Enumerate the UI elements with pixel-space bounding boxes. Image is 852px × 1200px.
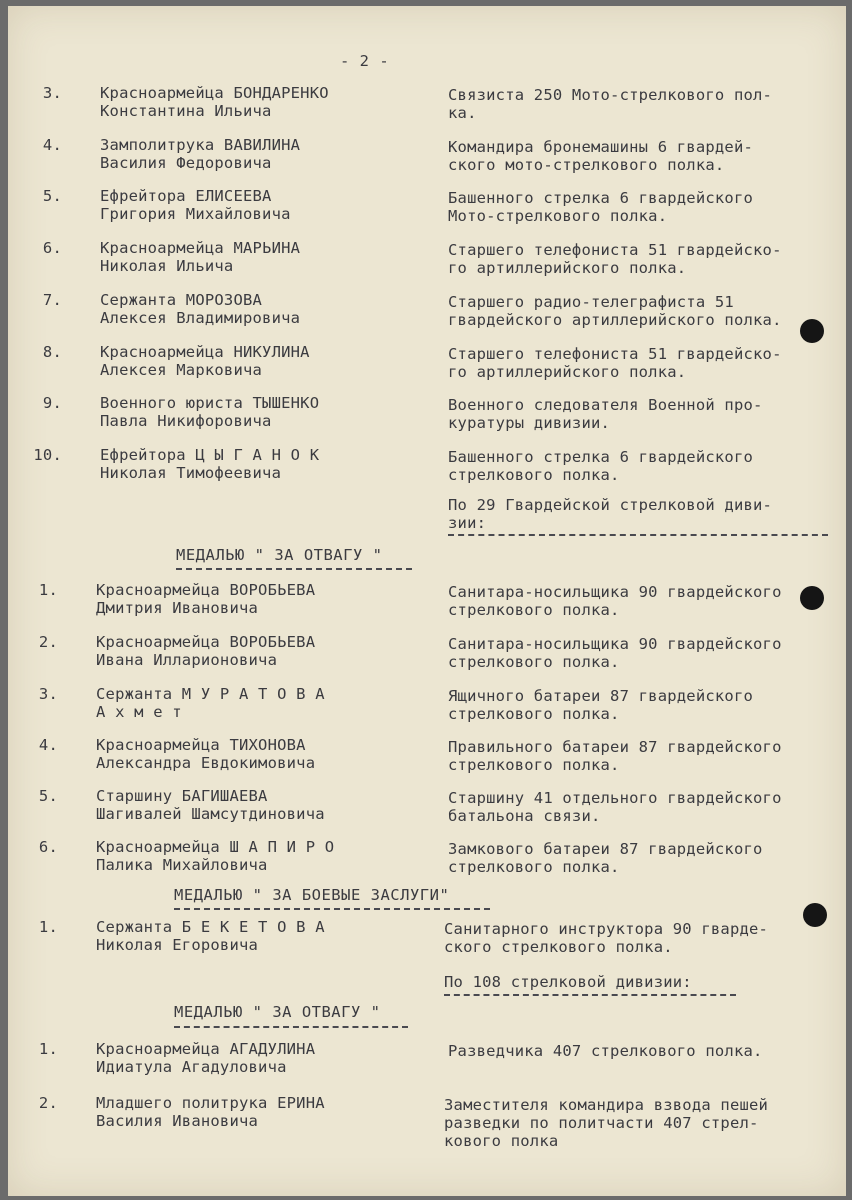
person-position: Правильного батареи 87 гвардейского (448, 738, 782, 756)
medal-heading: МЕДАЛЬЮ " ЗА БОЕВЫЕ ЗАСЛУГИ" (174, 886, 450, 904)
division-heading-cont: зии: (448, 514, 487, 532)
divider (448, 534, 828, 536)
item-number: 8. (42, 343, 62, 361)
person-given-names: Алексея Владимировича (100, 309, 301, 327)
person-rank-surname: Сержанта Б Е К Е Т О В А (96, 918, 325, 936)
item-number: 5. (38, 787, 58, 805)
person-rank-surname: Красноармейца МАРЬИНА (100, 239, 301, 257)
divider (174, 908, 490, 910)
person-position: Старшего телефониста 51 гвардейско- (448, 241, 782, 259)
person-given-names: Шагивалей Шамсутдиновича (96, 805, 325, 823)
person-position-cont: стрелкового полка. (448, 653, 620, 671)
person-given-names: Василия Федоровича (100, 154, 272, 172)
person-position: Санитарного инструктора 90 гварде- (444, 920, 769, 938)
person-rank-surname: Красноармейца ВОРОБЬЕВА (96, 633, 316, 651)
person-given-names: Григория Михайловича (100, 205, 291, 223)
person-position: Связиста 250 Мото-стрелкового пол- (448, 86, 773, 104)
person-position-cont: ского стрелкового полка. (444, 938, 673, 956)
person-given-names: Константина Ильича (100, 102, 272, 120)
person-position: Заместителя командира взвода пешей (444, 1096, 769, 1114)
person-given-names: Николая Ильича (100, 257, 234, 275)
person-position-cont: куратуры дивизии. (448, 414, 611, 432)
person-position: Разведчика 407 стрелкового полка. (448, 1042, 763, 1060)
person-position: Башенного стрелка 6 гвардейского (448, 448, 754, 466)
medal-heading: МЕДАЛЬЮ " ЗА ОТВАГУ " (174, 1003, 381, 1021)
item-number: 2. (38, 633, 58, 651)
item-number: 5. (42, 187, 62, 205)
person-given-names: Дмитрия Ивановича (96, 599, 259, 617)
person-rank-surname: Старшину БАГИШАЕВА (96, 787, 268, 805)
person-rank-surname: Красноармейца ВОРОБЬЕВА (96, 581, 316, 599)
person-rank-surname: Красноармейца ТИХОНОВА (96, 736, 306, 754)
person-position-cont: ка. (448, 104, 477, 122)
person-rank-surname: Младшего политрука ЕРИНА (96, 1094, 325, 1112)
person-rank-surname: Сержанта МОРОЗОВА (100, 291, 263, 309)
person-rank-surname: Красноармейца БОНДАРЕНКО (100, 84, 329, 102)
division-heading: По 29 Гвардейской стрелковой диви- (448, 496, 773, 514)
page-number: - 2 - (340, 52, 390, 70)
medal-heading: МЕДАЛЬЮ " ЗА ОТВАГУ " (176, 546, 383, 564)
person-given-names: Палика Михайловича (96, 856, 268, 874)
person-position-cont: стрелкового полка. (448, 858, 620, 876)
person-position-cont: стрелкового полка. (448, 466, 620, 484)
person-position-cont: го артиллерийского полка. (448, 259, 687, 277)
divider (176, 568, 412, 570)
person-position: Командира бронемашины 6 гвардей- (448, 138, 754, 156)
person-rank-surname: Военного юриста ТЫШЕНКО (100, 394, 320, 412)
person-position-cont: го артиллерийского полка. (448, 363, 687, 381)
person-given-names: Василия Ивановича (96, 1112, 259, 1130)
item-number: 3. (38, 685, 58, 703)
item-number: 4. (42, 136, 62, 154)
person-position-cont: кового полка (444, 1132, 559, 1150)
person-rank-surname: Красноармейца НИКУЛИНА (100, 343, 310, 361)
person-rank-surname: Ефрейтора ЕЛИСЕЕВА (100, 187, 272, 205)
punch-hole (800, 319, 824, 343)
person-position: Старшего телефониста 51 гвардейско- (448, 345, 782, 363)
person-rank-surname: Красноармейца Ш А П И Р О (96, 838, 335, 856)
person-position-cont: гвардейского артиллерийского полка. (448, 311, 782, 329)
person-position-cont: батальона связи. (448, 807, 601, 825)
person-given-names: Павла Никифоровича (100, 412, 272, 430)
item-number: 6. (38, 838, 58, 856)
item-number: 4. (38, 736, 58, 754)
person-given-names: А х м е т (96, 703, 182, 721)
item-number: 9. (42, 394, 62, 412)
item-number: 1. (38, 581, 58, 599)
person-position-cont: разведки по политчасти 407 стрел- (444, 1114, 759, 1132)
item-number: 10. (33, 446, 62, 464)
person-position-cont: стрелкового полка. (448, 601, 620, 619)
person-rank-surname: Ефрейтора Ц Ы Г А Н О К (100, 446, 320, 464)
divider (444, 994, 736, 996)
divider (174, 1026, 408, 1028)
item-number: 7. (42, 291, 62, 309)
person-position: Ящичного батареи 87 гвардейского (448, 687, 754, 705)
person-given-names: Александра Евдокимовича (96, 754, 316, 772)
division-heading: По 108 стрелковой дивизии: (444, 973, 692, 991)
item-number: 1. (38, 1040, 58, 1058)
person-position: Военного следователя Военной про- (448, 396, 763, 414)
person-given-names: Алексея Марковича (100, 361, 263, 379)
document-page (8, 6, 846, 1196)
person-given-names: Николая Егоровича (96, 936, 259, 954)
person-position-cont: стрелкового полка. (448, 756, 620, 774)
person-given-names: Николая Тимофеевича (100, 464, 282, 482)
person-rank-surname: Сержанта М У Р А Т О В А (96, 685, 325, 703)
person-given-names: Ивана Илларионовича (96, 651, 278, 669)
item-number: 6. (42, 239, 62, 257)
person-position: Санитара-носильщика 90 гвардейского (448, 583, 782, 601)
item-number: 1. (38, 918, 58, 936)
punch-hole (803, 903, 827, 927)
item-number: 3. (42, 84, 62, 102)
person-position: Санитара-носильщика 90 гвардейского (448, 635, 782, 653)
person-position: Старшину 41 отдельного гвардейского (448, 789, 782, 807)
person-given-names: Идиатула Агадуловича (96, 1058, 287, 1076)
person-position-cont: ского мото-стрелкового полка. (448, 156, 725, 174)
person-position-cont: Мото-стрелкового полка. (448, 207, 668, 225)
item-number: 2. (38, 1094, 58, 1112)
person-position: Старшего радио-телеграфиста 51 (448, 293, 734, 311)
person-position-cont: стрелкового полка. (448, 705, 620, 723)
punch-hole (800, 586, 824, 610)
person-position: Башенного стрелка 6 гвардейского (448, 189, 754, 207)
person-rank-surname: Замполитрука ВАВИЛИНА (100, 136, 301, 154)
person-rank-surname: Красноармейца АГАДУЛИНА (96, 1040, 316, 1058)
person-position: Замкового батареи 87 гвардейского (448, 840, 763, 858)
